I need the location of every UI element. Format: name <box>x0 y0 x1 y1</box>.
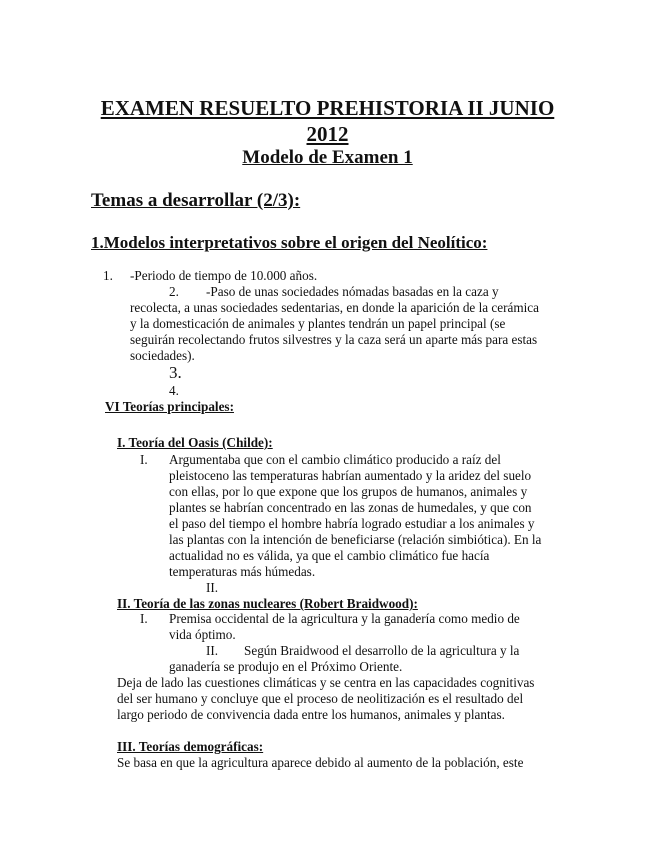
nuclear-paragraph-line-2: del ser humano y concluye que el proceso de neolitización es el resultado del <box>117 691 524 706</box>
nuclear-paragraph-line-3: largo periodo de convivencia dada entre los humanos, animales y plantas. <box>117 707 505 722</box>
oasis-line-4: plantes se habrían concentrado en las zonas de humedales, y que con <box>169 500 532 515</box>
oasis-line-1: Argumentaba que con el cambio climático producido a raíz del <box>169 452 501 467</box>
list-item-2-line-2: recolecta, a unas sociedades sedentarias, en donde la aparición de la cerámica <box>130 300 539 315</box>
oasis-theory-heading: I. Teoría del Oasis (Childe): <box>117 435 273 450</box>
document-title-line-2: 2012 <box>306 122 349 146</box>
list-number-4: 4. <box>169 383 179 398</box>
nuclear-line-2: vida óptimo. <box>169 627 236 642</box>
topic-heading: 1.Modelos interpretativos sobre el origen del Neolítico: <box>91 233 488 252</box>
oasis-line-2: pleistoceno las temperaturas habrían aumentado y la aridez del suelo <box>169 468 532 483</box>
document-subtitle: Modelo de Examen 1 <box>242 147 413 168</box>
demographic-theories-heading: III. Teorías demográficas: <box>117 739 264 754</box>
nuclear-paragraph-line-1: Deja de lado las cuestiones climáticas y se centra en las capacidades cognitivas <box>117 675 535 690</box>
list-item-2-line-4: seguirán recolectando frutos silvestres y la caza será un aparte más para estas <box>130 332 538 347</box>
oasis-line-6: las plantas con la intención de beneficiarse (relación simbiótica). En la <box>169 532 542 547</box>
list-item-2-line-1: -Paso de unas sociedades nómadas basadas en la caza y <box>206 284 499 299</box>
list-number-1: 1. <box>103 268 113 283</box>
oasis-line-5: el paso del tiempo el hombre habría logrado estudiar a los animales y <box>169 516 535 531</box>
demographic-line-1: Se basa en que la agricultura aparece debido al aumento de la población, este <box>117 755 524 770</box>
oasis-roman-1: I. <box>140 452 148 467</box>
list-item-2-line-3: y la domesticación de animales y plantes tendrán un papel principal (se <box>130 316 506 331</box>
nuclear-line-1: Premisa occidental de la agricultura y la ganadería como medio de <box>169 611 520 626</box>
document-title-line-1: EXAMEN RESUELTO PREHISTORIA II JUNIO <box>100 96 555 120</box>
nuclear-roman-2: II. <box>206 643 219 658</box>
oasis-line-3: con ellas, por lo que expone que los grupos de humanos, animales y <box>169 484 528 499</box>
list-item-2-line-5: sociedades). <box>130 348 195 363</box>
nuclear-line-3: Según Braidwood el desarrollo de la agricultura y la <box>244 643 520 658</box>
oasis-line-7: actualidad no es válida, ya que el cambio climático fue hacía <box>169 548 490 563</box>
nuclear-roman-1: I. <box>140 611 148 626</box>
list-item-1: -Periodo de tiempo de 10.000 años. <box>130 268 318 283</box>
nuclear-line-4: ganadería se produjo en el Próximo Oriente. <box>169 659 403 674</box>
oasis-roman-2: II. <box>206 580 219 595</box>
nuclear-zones-heading: II. Teoría de las zonas nucleares (Robert Braidwood): <box>117 596 418 611</box>
oasis-line-8: temperaturas más húmedas. <box>169 564 316 579</box>
section-heading: Temas a desarrollar (2/3): <box>91 190 301 211</box>
list-number-3: 3. <box>169 363 182 382</box>
theories-heading: VI Teorías principales: <box>105 399 234 414</box>
list-number-2: 2. <box>169 284 179 299</box>
